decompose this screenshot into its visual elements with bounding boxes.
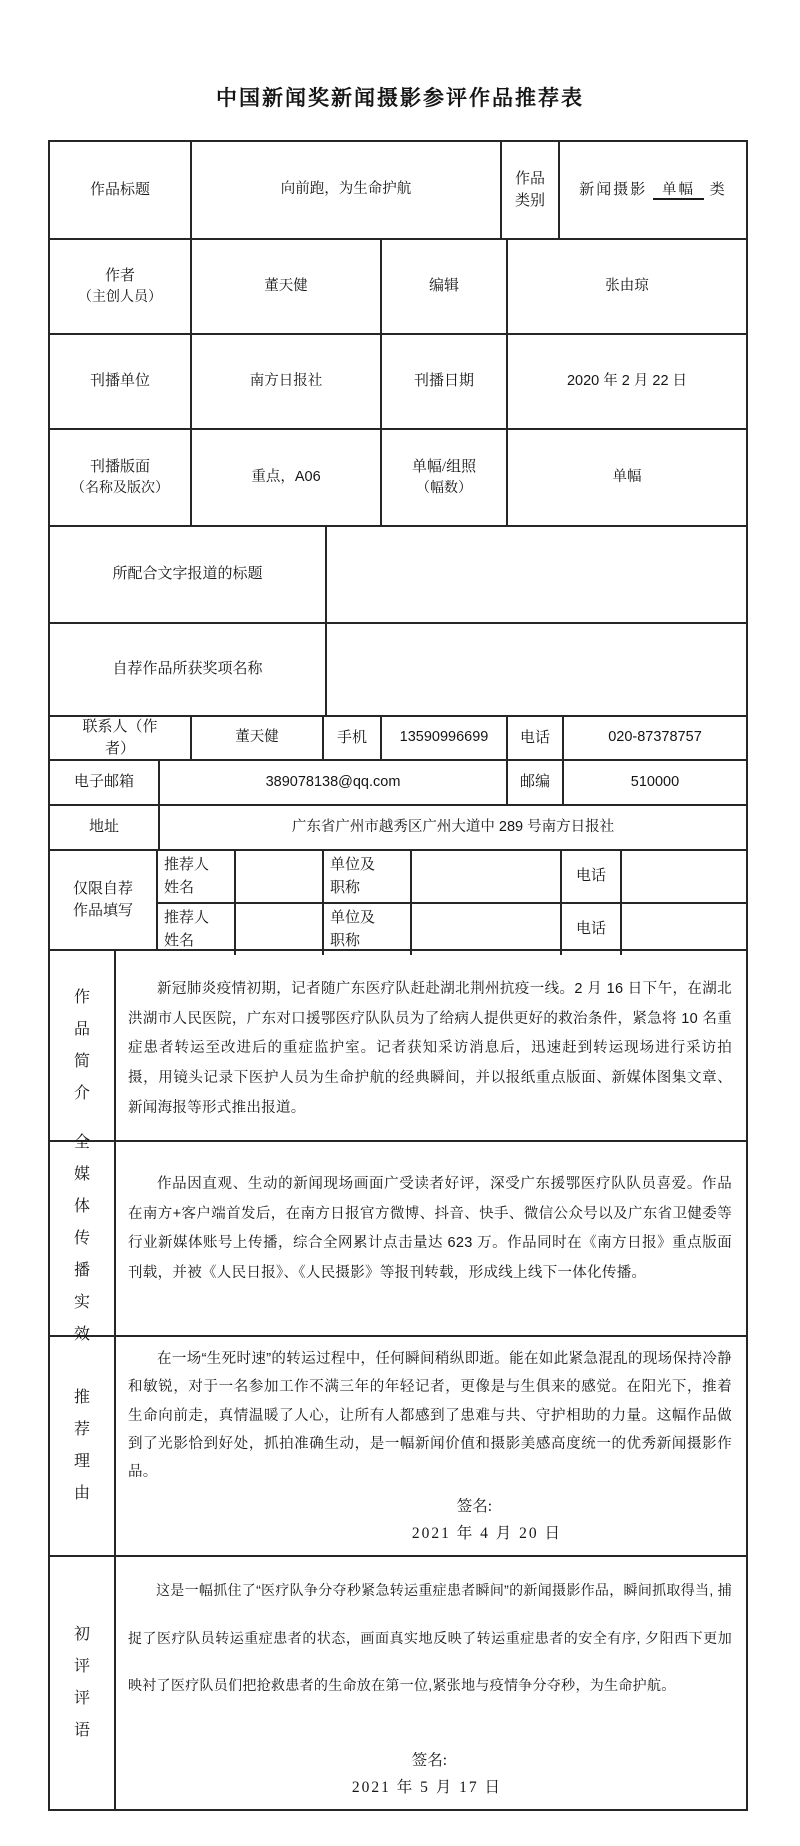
mobile-value: 13590996699 bbox=[382, 717, 508, 759]
row-work-title bbox=[50, 142, 746, 240]
row-author bbox=[50, 240, 746, 335]
text-report-value bbox=[327, 527, 746, 622]
email-value: 389078138@qq.com bbox=[160, 761, 508, 804]
recommender-row-1 bbox=[158, 851, 746, 904]
mobile-label: 手机 bbox=[324, 717, 382, 759]
recommender-phone-value bbox=[622, 851, 746, 902]
signature-date: 2021 年 5 月 17 日 bbox=[351, 1778, 502, 1796]
row-page-layout bbox=[50, 430, 746, 527]
text-report-label: 所配合文字报道的标题 bbox=[50, 527, 327, 622]
publisher-label: 刊播单位 bbox=[50, 335, 192, 428]
recommender-name-label bbox=[158, 904, 236, 955]
email-label: 电子邮箱 bbox=[50, 761, 160, 804]
zip-label: 邮编 bbox=[508, 761, 564, 804]
recommender-name-value bbox=[236, 851, 324, 902]
recommender-org-value bbox=[412, 904, 562, 955]
preliminary-review-label-text: 初评评语 bbox=[73, 1626, 90, 1739]
recommender-org-label bbox=[324, 851, 412, 902]
category-value bbox=[560, 142, 746, 238]
recommender-name-label bbox=[158, 851, 236, 902]
publisher-value: 南方日报社 bbox=[192, 335, 382, 428]
work-title-value: 向前跑，为生命护航 bbox=[192, 142, 502, 238]
recommender-phone-label: 电话 bbox=[562, 904, 622, 955]
recommendation-text: 在一场“生死时速”的转运过程中，任何瞬间稍纵即逝。能在如此紧急混乱的现场保持冷静和敏锐，对于一名参加工作不满三年的年轻记者，更像是与生俱来的感觉。在阳光下，推着生命向前走，真情温暖了人心，让所有人都感到了患难与共、守护相助的力量。这幅作品做到了光影恰到好处，抓拍准确生动，是一幅新闻价值和摄影美感高度统一的优秀新闻摄影作品。 bbox=[128, 1351, 732, 1481]
recommender-phone-label: 电话 bbox=[562, 851, 622, 902]
single-group-label-sub: （幅数） bbox=[416, 481, 472, 497]
recommender-org-value bbox=[412, 851, 562, 902]
row-publisher bbox=[50, 335, 746, 430]
row-address bbox=[50, 806, 746, 851]
recommendation-label bbox=[50, 1337, 116, 1555]
work-intro-content bbox=[116, 951, 746, 1140]
phone-label: 电话 bbox=[508, 717, 564, 759]
award-value bbox=[327, 624, 746, 715]
media-effect-content bbox=[116, 1142, 746, 1335]
recommender-name-value bbox=[236, 904, 324, 955]
page-layout-label-main: 刊播版面 bbox=[89, 458, 150, 475]
category-label bbox=[502, 142, 560, 238]
media-effect-text: 作品因直观、生动的新闻现场画面广受读者好评，深受广东援鄂医疗队队员喜爱。作品在南方+客户端首发后，在南方日报官方微博、抖音、快手、微信公众号以及广东省卫健委等行业新媒体账号上传播，综合全网累计点击量达 623 万。作品同时在《南方日报》重点版面刊载，并被《人民日报》、《人民摄影》等报刊转载，形成线上线下一体化传播。 bbox=[128, 1176, 732, 1282]
row-email bbox=[50, 761, 746, 806]
recommender-phone-value bbox=[622, 904, 746, 955]
preliminary-review-text: 这是一幅抓住了“医疗队争分夺秒紧急转运重症患者瞬间”的新闻摄影作品，瞬间抓取得当, 捕捉了医疗队员转运重症患者的状态，画面真实地反映了转运重症患者的安全有序, 夕阳西下更加映衬了医疗队员们把抢救患者的生命放在第一位,紧张地与疫情争分夺秒，为生命护航。 bbox=[128, 1582, 733, 1694]
work-intro-label-text: 作品简介 bbox=[73, 988, 90, 1102]
recommendation-form-table bbox=[48, 140, 748, 1811]
category-label-text: 作品类别 bbox=[515, 170, 546, 209]
self-recommend-label bbox=[50, 851, 158, 949]
contact-person-name: 董天健 bbox=[192, 717, 324, 759]
work-intro-text: 新冠肺炎疫情初期，记者随广东医疗队赶赴湖北荆州抗疫一线。2 月 16 日下午，在湖北洪湖市人民医院，广东对口援鄂医疗队队员为了给病人提供更好的救治条件，紧急将 10 名重症患者转运至改进后的重症监护室。记者获知采访消息后，迅速赶到转运现场进行采访拍摄，用镜头记录下医护人员为生命护航的经典瞬间，并以报纸重点版面、新媒体图集文章、新闻海报等形式推出报道。 bbox=[128, 981, 732, 1116]
author-label bbox=[50, 240, 192, 333]
section-work-intro bbox=[50, 951, 746, 1142]
signature-label: 签名: bbox=[411, 1752, 447, 1770]
author-value: 董天健 bbox=[192, 240, 382, 333]
publish-date-label: 刊播日期 bbox=[382, 335, 508, 428]
recommendation-label-text: 推荐理由 bbox=[73, 1389, 90, 1502]
single-group-value: 单幅 bbox=[612, 468, 642, 485]
row-self-recommend bbox=[50, 851, 746, 951]
row-award bbox=[50, 624, 746, 717]
phone-value: 020-87378757 bbox=[608, 729, 702, 746]
single-group-label-main: 单幅/组照 bbox=[411, 458, 477, 475]
preliminary-review-content bbox=[116, 1557, 746, 1809]
author-label-sub: （主创人员） bbox=[78, 290, 162, 306]
preliminary-review-label bbox=[50, 1557, 116, 1809]
signature-date: 2021 年 4 月 20 日 bbox=[411, 1524, 562, 1542]
contact-person-label-text: 联系人（作者） bbox=[82, 718, 158, 757]
zip-value: 510000 bbox=[630, 773, 680, 790]
category-choice-underlined: 单幅 bbox=[653, 182, 704, 200]
page-layout-label bbox=[50, 430, 192, 525]
address-value: 广东省广州市越秀区广州大道中 289 号南方日报社 bbox=[291, 818, 615, 835]
work-intro-label bbox=[50, 951, 116, 1140]
page-title: 中国新闻奖新闻摄影参评作品推荐表 bbox=[216, 86, 584, 110]
award-label: 自荐作品所获奖项名称 bbox=[50, 624, 327, 715]
row-contact-person bbox=[50, 717, 746, 761]
section-recommendation bbox=[50, 1337, 746, 1557]
page-layout-label-sub: （名称及版次） bbox=[71, 481, 169, 497]
recommendation-content bbox=[116, 1337, 746, 1555]
recommender-org-label-text: 单位及职称 bbox=[330, 857, 376, 896]
contact-person-label bbox=[50, 717, 192, 759]
author-label-main: 作者 bbox=[104, 267, 135, 284]
recommender-row-2 bbox=[158, 904, 746, 955]
address-label: 地址 bbox=[50, 806, 160, 849]
single-group-label bbox=[382, 430, 508, 525]
recommender-name-label-text: 推荐人姓名 bbox=[164, 910, 210, 949]
signature-label: 签名: bbox=[456, 1498, 492, 1516]
recommendation-signature bbox=[128, 1494, 732, 1547]
row-text-report bbox=[50, 527, 746, 624]
category-suffix: 类 bbox=[709, 181, 727, 198]
section-media-effect bbox=[50, 1133, 746, 1343]
media-effect-label bbox=[50, 1133, 116, 1343]
self-recommend-rows bbox=[158, 851, 746, 949]
recommender-org-label-text: 单位及职称 bbox=[330, 910, 376, 949]
category-prefix: 新闻摄影 bbox=[579, 181, 648, 198]
work-title-label: 作品标题 bbox=[50, 142, 192, 238]
recommender-name-label-text: 推荐人姓名 bbox=[164, 857, 210, 896]
media-effect-label-text: 全媒体传播实效 bbox=[73, 1133, 90, 1343]
editor-value: 张由琼 bbox=[605, 277, 649, 294]
publish-date-value: 2020 年 2 月 22 日 bbox=[566, 372, 688, 389]
recommender-org-label bbox=[324, 904, 412, 955]
self-recommend-label-text: 仅限自荐作品填写 bbox=[73, 880, 134, 919]
editor-label: 编辑 bbox=[382, 240, 508, 333]
preliminary-review-signature bbox=[128, 1748, 732, 1801]
page-layout-value: 重点，A06 bbox=[192, 430, 382, 525]
section-preliminary-review bbox=[50, 1557, 746, 1809]
